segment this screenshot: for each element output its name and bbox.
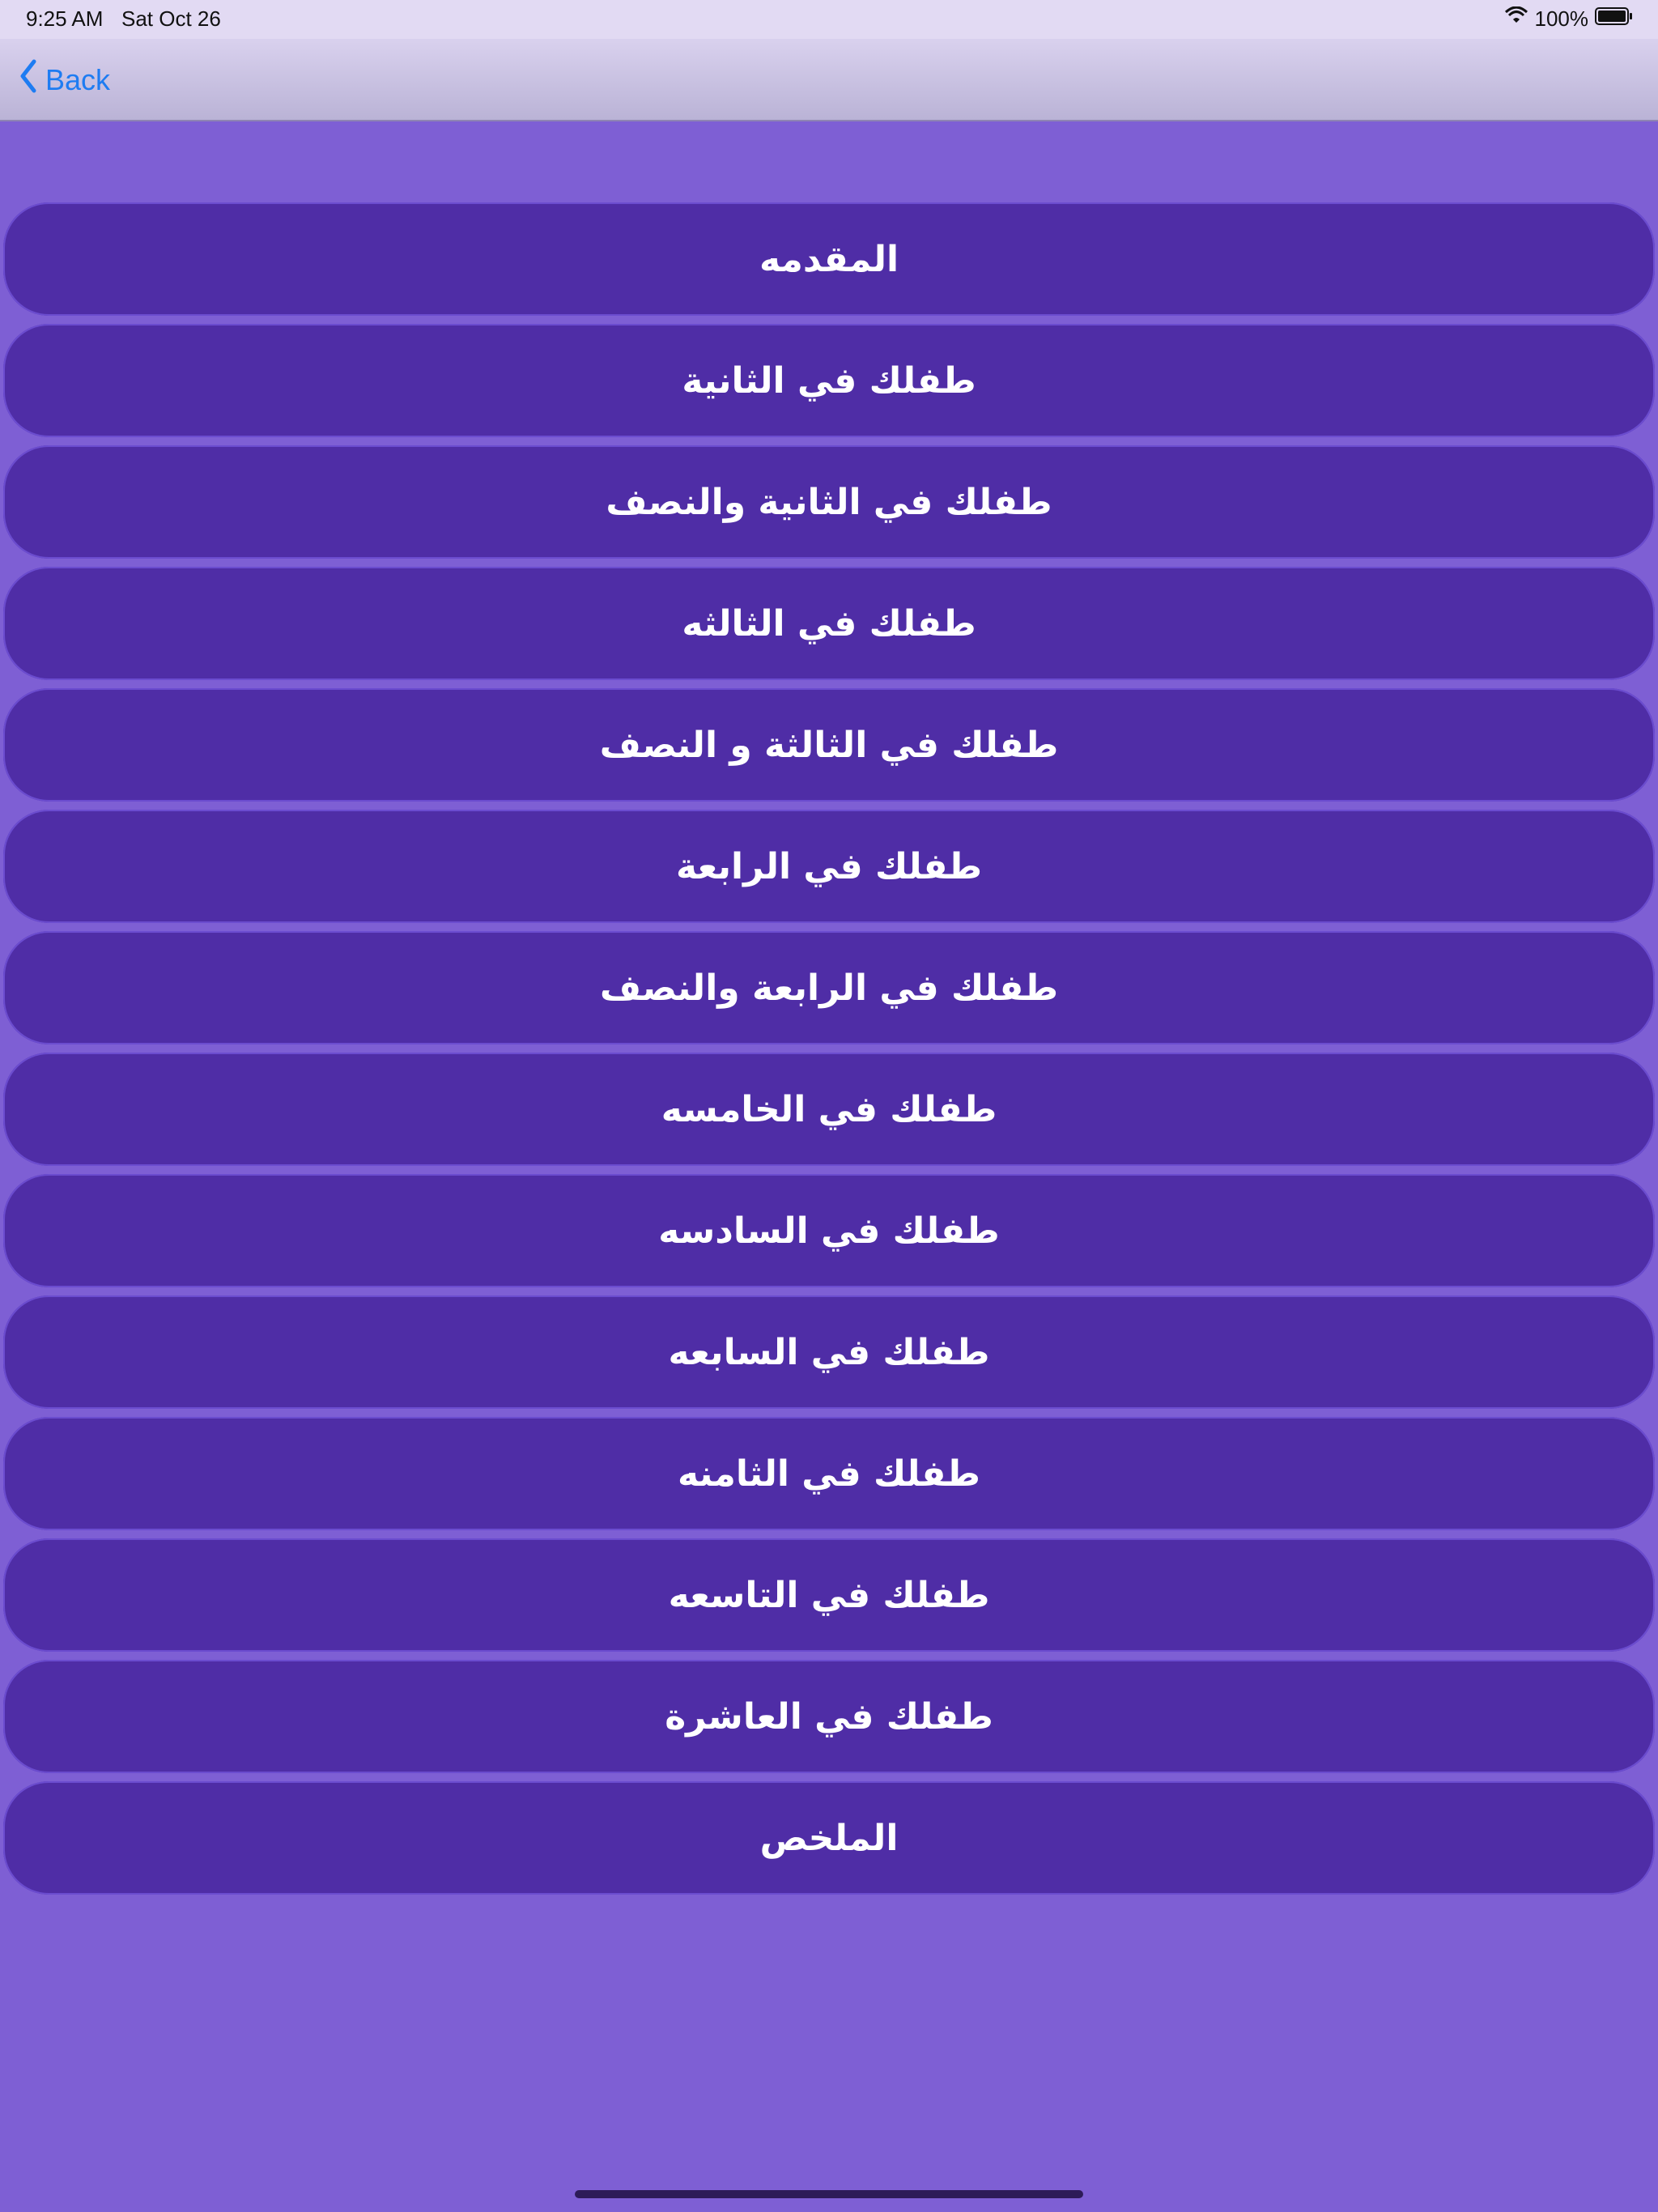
menu-button-age-2-5[interactable]: طفلك في الثانية والنصف bbox=[3, 445, 1655, 559]
menu-button-age-7[interactable]: طفلك في السابعه bbox=[3, 1295, 1655, 1409]
status-right bbox=[1504, 6, 1635, 32]
menu-button-age-3-5[interactable]: طفلك في الثالثة و النصف bbox=[3, 688, 1655, 802]
battery-icon bbox=[1595, 6, 1634, 32]
menu-button-summary[interactable]: الملخص bbox=[3, 1781, 1655, 1895]
navigation-bar bbox=[0, 39, 1658, 121]
menu-button-age-4[interactable]: طفلك في الرابعة bbox=[3, 810, 1655, 923]
menu-button-age-2[interactable]: طفلك في الثانية bbox=[3, 324, 1655, 437]
status-date: Sat Oct 26 bbox=[121, 6, 221, 31]
menu-button-age-8[interactable]: طفلك في الثامنه bbox=[3, 1417, 1655, 1530]
back-label: Back bbox=[45, 62, 111, 96]
wifi-icon bbox=[1504, 6, 1528, 32]
battery-percent: 100% bbox=[1534, 6, 1588, 31]
status-bar bbox=[0, 0, 1658, 39]
menu-button-age-4-5[interactable]: طفلك في الرابعة والنصف bbox=[3, 931, 1655, 1044]
menu-button-age-6[interactable]: طفلك في السادسه bbox=[3, 1174, 1655, 1287]
back-button[interactable] bbox=[18, 58, 110, 101]
home-indicator[interactable] bbox=[575, 2190, 1083, 2198]
chevron-left-icon bbox=[18, 58, 39, 101]
menu-button-age-10[interactable]: طفلك في العاشرة bbox=[3, 1660, 1655, 1773]
menu-button-introduction[interactable]: المقدمه bbox=[3, 202, 1655, 316]
menu-button-age-9[interactable]: طفلك في التاسعه bbox=[3, 1538, 1655, 1652]
menu-button-age-3[interactable]: طفلك في الثالثه bbox=[3, 567, 1655, 680]
menu-button-age-5[interactable]: طفلك في الخامسه bbox=[3, 1053, 1655, 1166]
status-time: 9:25 AM bbox=[26, 6, 104, 31]
